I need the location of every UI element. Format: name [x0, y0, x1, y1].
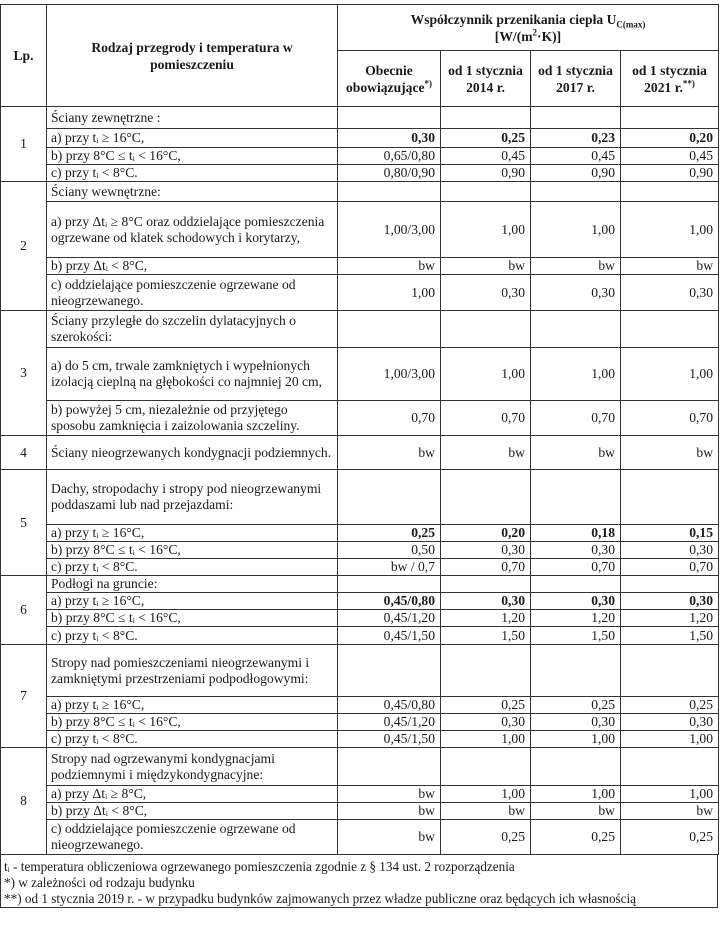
value-cell [531, 576, 621, 593]
row-description: b) przy 8°C ≤ tᵢ < 16°C, [47, 148, 338, 165]
row-description: a) przy tᵢ ≥ 16°C, [47, 593, 338, 610]
row-description: a) przy Δtᵢ ≥ 8°C, [47, 786, 338, 803]
value-cell: 0,25 [338, 525, 441, 542]
table-row [1, 436, 719, 470]
value-cell [621, 645, 719, 697]
table-row [1, 803, 719, 820]
value-cell: 0,45/1,50 [338, 627, 441, 645]
value-cell: bw [531, 436, 621, 470]
value-cell [441, 107, 531, 129]
value-cell: 0,45/0,80 [338, 593, 441, 610]
value-cell: 1,50 [441, 627, 531, 645]
table-row [1, 258, 719, 275]
value-cell: bw [338, 803, 441, 820]
value-cell: 1,50 [531, 627, 621, 645]
row-description: b) przy 8°C ≤ tᵢ < 16°C, [47, 542, 338, 559]
header-col-2017: od 1 stycznia 2017 r. [531, 51, 621, 107]
row-number: 2 [1, 182, 47, 311]
row-number: 3 [1, 311, 47, 436]
table-row [1, 401, 719, 436]
col-current-sup: *) [424, 77, 433, 88]
value-cell: 1,00 [441, 731, 531, 748]
value-cell: 0,30 [621, 714, 719, 731]
value-cell: bw [338, 820, 441, 855]
row-description: b) przy Δtᵢ < 8°C, [47, 803, 338, 820]
value-cell: bw [441, 803, 531, 820]
value-cell: 1,20 [621, 610, 719, 627]
row-description: b) powyżej 5 cm, niezależnie od przyjętego sposobu zamknięcia i zaizolowania szczeliny. [47, 401, 338, 436]
table-row [1, 748, 719, 786]
value-cell [338, 748, 441, 786]
row-description: b) przy Δtᵢ < 8°C, [47, 258, 338, 275]
table-row [1, 165, 719, 182]
table-row [1, 559, 719, 576]
table-row [1, 470, 719, 525]
value-cell: bw [531, 803, 621, 820]
value-cell: 0,70 [531, 559, 621, 576]
value-cell: 0,20 [621, 129, 719, 148]
value-cell: 0,25 [621, 820, 719, 855]
table-row [1, 786, 719, 803]
value-cell: 1,00 [621, 348, 719, 401]
value-cell: 0,50 [338, 542, 441, 559]
value-cell: 1,20 [441, 610, 531, 627]
value-cell: bw [338, 786, 441, 803]
value-cell: bw [621, 258, 719, 275]
value-cell [621, 107, 719, 129]
value-cell: 1,00 [338, 275, 441, 311]
table-row [1, 820, 719, 855]
row-description: Stropy nad ogrzewanymi kondygnacjami podziemnymi i międzykondygnacyjne: [47, 748, 338, 786]
table-row [1, 697, 719, 714]
value-cell: 0,30 [531, 593, 621, 610]
document [0, 4, 718, 908]
value-cell: 0,70 [441, 559, 531, 576]
row-description: a) przy tᵢ ≥ 16°C, [47, 697, 338, 714]
value-cell [621, 311, 719, 348]
col-current-label: Obecnie obowiązujące [345, 62, 425, 95]
row-description: b) przy 8°C ≤ tᵢ < 16°C, [47, 714, 338, 731]
value-cell [621, 470, 719, 525]
header-col-2021 [621, 51, 719, 107]
value-cell: 0,25 [441, 697, 531, 714]
value-cell: 1,00 [531, 348, 621, 401]
value-cell: bw [531, 258, 621, 275]
value-cell: 0,15 [621, 525, 719, 542]
value-cell: 1,00/3,00 [338, 348, 441, 401]
value-cell [531, 645, 621, 697]
value-cell: 0,30 [531, 542, 621, 559]
table-row [1, 731, 719, 748]
value-cell [531, 748, 621, 786]
table-row [1, 182, 719, 202]
value-cell: 0,30 [441, 593, 531, 610]
value-cell: 0,30 [531, 714, 621, 731]
value-cell [621, 576, 719, 593]
footnote-double-asterisk: **) od 1 stycznia 2019 r. - w przypadku budynków zajmowanych przez władze publiczne oraz będących ich własnością [4, 891, 637, 906]
value-cell [338, 182, 441, 202]
row-description: Ściany wewnętrzne: [47, 182, 338, 202]
row-description: Ściany nieogrzewanych kondygnacji podziemnych. [47, 436, 338, 470]
value-cell: 0,18 [531, 525, 621, 542]
col-2021-label: od 1 stycznia 2021 r. [632, 62, 707, 95]
value-cell: 0,20 [441, 525, 531, 542]
table-row [1, 275, 719, 311]
value-cell: 0,90 [621, 165, 719, 182]
row-description: Dachy, stropodachy i stropy pod nieogrzewanymi poddaszami lub nad przejazdami: [47, 470, 338, 525]
table-row [1, 202, 719, 258]
row-description: c) przy tᵢ < 8°C. [47, 731, 338, 748]
table-row [1, 610, 719, 627]
value-cell: 0,45/1,20 [338, 610, 441, 627]
value-cell [531, 311, 621, 348]
row-number: 4 [1, 436, 47, 470]
value-cell: 0,25 [441, 129, 531, 148]
row-description: c) przy tᵢ < 8°C. [47, 627, 338, 645]
value-cell: 0,45/1,50 [338, 731, 441, 748]
row-description: c) oddzielające pomieszczenie ogrzewane od nieogrzewanego. [47, 275, 338, 311]
value-cell [531, 107, 621, 129]
value-cell: 0,30 [531, 275, 621, 311]
table-row [1, 107, 719, 129]
table-row [1, 311, 719, 348]
value-cell: 0,30 [441, 275, 531, 311]
table-row [1, 525, 719, 542]
table-row [1, 542, 719, 559]
row-number: 5 [1, 470, 47, 576]
row-description: Ściany przyległe do szczelin dylatacyjnych o szerokości: [47, 311, 338, 348]
value-cell: bw [621, 436, 719, 470]
value-cell: 0,80/0,90 [338, 165, 441, 182]
row-description: a) przy tᵢ ≥ 16°C, [47, 525, 338, 542]
value-cell: 1,00 [441, 786, 531, 803]
value-cell: 0,45/1,20 [338, 714, 441, 731]
value-cell: bw [441, 436, 531, 470]
table-row [1, 645, 719, 697]
value-cell [338, 576, 441, 593]
table-row [1, 593, 719, 610]
row-description: c) przy tᵢ < 8°C. [47, 559, 338, 576]
value-cell [441, 576, 531, 593]
table-row [1, 129, 719, 148]
row-description: c) oddzielające pomieszczenie ogrzewane od nieogrzewanego. [47, 820, 338, 855]
value-cell [441, 182, 531, 202]
value-cell: 0,45/0,80 [338, 697, 441, 714]
value-cell: 0,45 [621, 148, 719, 165]
value-cell: 0,65/0,80 [338, 148, 441, 165]
value-cell: 0,25 [531, 697, 621, 714]
value-cell: 0,45 [441, 148, 531, 165]
header-lp: Lp. [1, 5, 47, 107]
value-cell: 1,00 [531, 731, 621, 748]
value-cell: 0,70 [621, 559, 719, 576]
heat-transfer-table [0, 4, 719, 855]
value-cell: 0,45 [531, 148, 621, 165]
row-description: Stropy nad pomieszczeniami nieogrzewanymi i zamkniętymi przestrzeniami podpodłogowymi: [47, 645, 338, 697]
value-cell: 0,30 [621, 542, 719, 559]
value-cell [441, 311, 531, 348]
table-row [1, 714, 719, 731]
value-cell [338, 107, 441, 129]
row-description: c) przy tᵢ < 8°C. [47, 165, 338, 182]
table-row [1, 576, 719, 593]
value-cell: 0,30 [441, 714, 531, 731]
header-col-2014: od 1 stycznia 2014 r. [441, 51, 531, 107]
table-row [1, 348, 719, 401]
value-cell [621, 182, 719, 202]
table-body [1, 107, 719, 855]
value-cell: 1,00 [621, 786, 719, 803]
footnotes [0, 855, 718, 908]
header-kind: Rodzaj przegrody i temperatura w pomieszczeniu [47, 5, 338, 107]
value-cell: 0,90 [441, 165, 531, 182]
footnote-asterisk: *) w zależności od rodzaju budynku [4, 875, 195, 890]
value-cell: 1,00 [621, 731, 719, 748]
value-cell: 0,25 [531, 820, 621, 855]
value-cell: 1,00 [621, 202, 719, 258]
value-cell: 1,00 [531, 202, 621, 258]
value-cell: 0,70 [531, 401, 621, 436]
row-number: 6 [1, 576, 47, 645]
value-cell: 0,90 [531, 165, 621, 182]
col-2021-sup: **) [682, 77, 695, 88]
row-number: 1 [1, 107, 47, 182]
value-cell: 0,30 [441, 542, 531, 559]
row-description: a) do 5 cm, trwale zamkniętych i wypełnionych izolacją cieplną na głębokości co najmniej 20 cm, [47, 348, 338, 401]
value-cell: bw [441, 258, 531, 275]
table-row [1, 627, 719, 645]
value-cell [338, 311, 441, 348]
row-number: 8 [1, 748, 47, 855]
value-cell: bw [338, 258, 441, 275]
value-cell: 0,30 [621, 593, 719, 610]
value-cell: 1,50 [621, 627, 719, 645]
value-cell: 1,00 [531, 786, 621, 803]
coef-unit-post: ·K)] [537, 28, 562, 44]
coef-title: Współczynnik przenikania ciepła U [410, 11, 617, 27]
row-number: 7 [1, 645, 47, 748]
footnote-ti: tᵢ - temperatura obliczeniowa ogrzewanego pomieszczenia zgodnie z § 134 ust. 2 rozporządzenia [4, 859, 515, 874]
row-description: a) przy Δtᵢ ≥ 8°C oraz oddzielające pomieszczenia ogrzewane od klatek schodowych i korytarzy, [47, 202, 338, 258]
value-cell: bw [621, 803, 719, 820]
value-cell: 1,20 [531, 610, 621, 627]
value-cell: 0,70 [338, 401, 441, 436]
value-cell: 1,00 [441, 348, 531, 401]
value-cell: 0,30 [621, 275, 719, 311]
value-cell [338, 645, 441, 697]
value-cell [531, 182, 621, 202]
value-cell [441, 470, 531, 525]
coef-unit-pre: [W/(m [494, 28, 533, 44]
table-row [1, 148, 719, 165]
value-cell: 0,70 [441, 401, 531, 436]
value-cell [531, 470, 621, 525]
value-cell [621, 748, 719, 786]
value-cell: 0,70 [621, 401, 719, 436]
value-cell: 0,30 [338, 129, 441, 148]
row-description: Podłogi na gruncie: [47, 576, 338, 593]
value-cell: bw [338, 436, 441, 470]
value-cell [338, 470, 441, 525]
value-cell: 0,25 [441, 820, 531, 855]
value-cell [441, 748, 531, 786]
value-cell: 0,25 [621, 697, 719, 714]
header-col-current [338, 51, 441, 107]
value-cell: bw / 0,7 [338, 559, 441, 576]
value-cell: 1,00 [441, 202, 531, 258]
row-description: a) przy tᵢ ≥ 16°C, [47, 129, 338, 148]
coef-title-sub: C(max) [616, 19, 646, 30]
row-description: Ściany zewnętrzne : [47, 107, 338, 129]
value-cell: 1,00/3,00 [338, 202, 441, 258]
coef-unit-sup: 2 [532, 26, 538, 37]
value-cell: 0,23 [531, 129, 621, 148]
header-coefficient [338, 5, 719, 51]
row-description: b) przy 8°C ≤ tᵢ < 16°C, [47, 610, 338, 627]
value-cell [441, 645, 531, 697]
